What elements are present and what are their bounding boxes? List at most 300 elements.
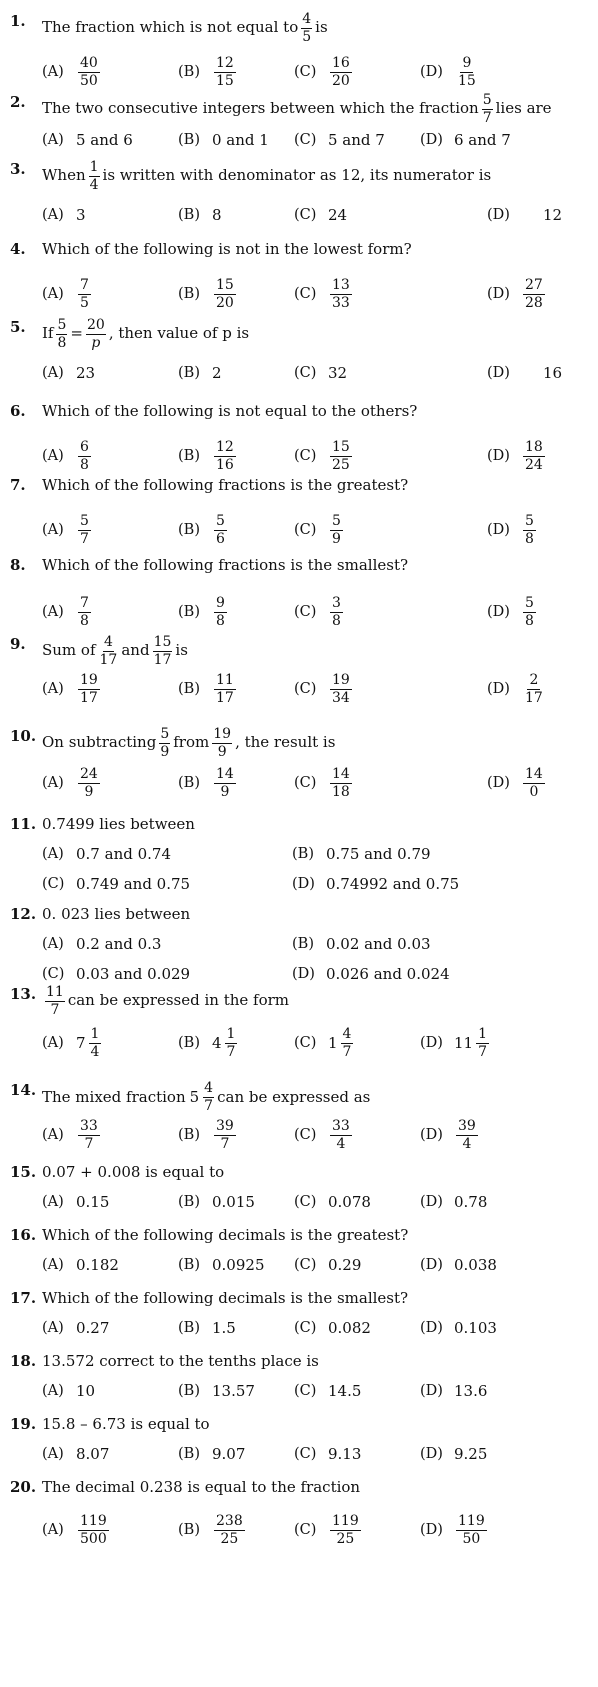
numerator: 4 bbox=[302, 11, 312, 27]
option-c[interactable] bbox=[42, 875, 190, 893]
option-label: (A) bbox=[42, 1035, 64, 1052]
stem-text-mid: and bbox=[121, 641, 150, 660]
option-value: 0.74992 and 0.75 bbox=[326, 875, 460, 893]
option-value: 0.0925 bbox=[212, 1256, 265, 1274]
option-label: (B) bbox=[178, 1446, 200, 1462]
numerator: 4 bbox=[342, 1026, 352, 1042]
question-stem bbox=[42, 1478, 360, 1496]
option-label: (B) bbox=[292, 846, 314, 862]
fraction bbox=[99, 635, 119, 667]
stem-text-post: , then value of p is bbox=[108, 324, 250, 343]
denominator: 9 bbox=[84, 783, 94, 800]
option-b[interactable] bbox=[178, 514, 229, 546]
option-a[interactable] bbox=[42, 845, 171, 863]
option-d[interactable] bbox=[420, 1319, 497, 1337]
option-d[interactable] bbox=[420, 1256, 497, 1274]
denominator: 6 bbox=[216, 530, 225, 547]
question-number: 12. bbox=[10, 905, 37, 923]
denominator: 7 bbox=[342, 1043, 352, 1060]
numerator: 33 bbox=[80, 1118, 98, 1134]
option-a[interactable] bbox=[42, 278, 93, 310]
stem-text-post: can be expressed in the form bbox=[67, 991, 290, 1010]
option-label: (D) bbox=[420, 1383, 443, 1399]
question-number: 19. bbox=[10, 1415, 37, 1433]
option-a[interactable] bbox=[42, 1445, 109, 1463]
denominator: 20 bbox=[332, 72, 350, 89]
denominator: 17 bbox=[525, 689, 543, 706]
denominator: 7 bbox=[204, 1097, 214, 1114]
option-label: (A) bbox=[42, 64, 64, 81]
fraction bbox=[330, 596, 343, 628]
option-label: (B) bbox=[178, 1127, 200, 1144]
option-c[interactable] bbox=[294, 56, 354, 88]
option-label: (A) bbox=[42, 1127, 64, 1144]
whole-part: 7 bbox=[76, 1034, 86, 1053]
fraction bbox=[78, 440, 91, 472]
option-value: 6 and 7 bbox=[454, 131, 511, 149]
fraction bbox=[214, 767, 236, 799]
numerator: 40 bbox=[80, 55, 98, 71]
option-c[interactable] bbox=[294, 1382, 361, 1400]
option-a[interactable] bbox=[42, 364, 95, 382]
option-c[interactable] bbox=[294, 278, 354, 310]
option-value: 10 bbox=[76, 1382, 96, 1400]
numerator: 4 bbox=[204, 1080, 214, 1096]
numerator: 5 bbox=[525, 513, 534, 529]
fraction bbox=[341, 1027, 354, 1059]
option-label: (B) bbox=[178, 286, 200, 303]
numerator: 13 bbox=[332, 277, 350, 293]
option-value: 0.015 bbox=[212, 1193, 255, 1211]
denominator: 17 bbox=[216, 689, 234, 706]
option-label: (C) bbox=[294, 448, 317, 465]
question-stem bbox=[42, 556, 408, 574]
option-c[interactable] bbox=[294, 514, 345, 546]
denominator: 18 bbox=[332, 783, 350, 800]
option-b[interactable] bbox=[292, 845, 431, 863]
option-value: 0.2 and 0.3 bbox=[76, 935, 162, 953]
option-b[interactable] bbox=[178, 364, 222, 382]
option-label: (C) bbox=[42, 966, 65, 982]
option-label: (C) bbox=[294, 1446, 317, 1462]
denominator: 50 bbox=[80, 72, 98, 89]
question-number: 16. bbox=[10, 1226, 37, 1244]
fraction bbox=[56, 318, 67, 350]
fraction bbox=[78, 56, 100, 88]
question-text: Which of the following fractions is the greatest? bbox=[42, 476, 409, 494]
option-c[interactable] bbox=[294, 1119, 354, 1151]
option-label: (D) bbox=[487, 207, 510, 223]
numerator: 1 bbox=[89, 159, 99, 175]
fraction bbox=[456, 56, 478, 88]
denominator: 17 bbox=[153, 651, 172, 668]
denominator: 7 bbox=[50, 1001, 60, 1018]
option-a[interactable] bbox=[42, 1119, 102, 1151]
question-number: 2. bbox=[10, 93, 26, 111]
numerator: 18 bbox=[525, 439, 543, 455]
option-b[interactable] bbox=[178, 767, 238, 799]
numerator: 27 bbox=[525, 277, 543, 293]
option-a[interactable] bbox=[42, 1319, 109, 1337]
fraction bbox=[78, 278, 91, 310]
option-c[interactable] bbox=[294, 1256, 361, 1274]
numerator: 20 bbox=[86, 317, 105, 333]
denominator: 7 bbox=[84, 1135, 94, 1152]
option-b[interactable] bbox=[178, 440, 238, 472]
option-d[interactable] bbox=[420, 56, 480, 88]
question-stem bbox=[42, 727, 335, 759]
option-b[interactable] bbox=[178, 278, 238, 310]
option-value: 5 and 6 bbox=[76, 131, 133, 149]
option-b[interactable] bbox=[178, 1382, 255, 1400]
question-number: 11. bbox=[10, 815, 37, 833]
mixed-fraction bbox=[76, 1027, 103, 1059]
fraction bbox=[523, 440, 545, 472]
option-value: 0.082 bbox=[328, 1319, 371, 1337]
option-label: (D) bbox=[487, 681, 510, 698]
question-stem bbox=[42, 1289, 408, 1307]
option-a[interactable] bbox=[42, 1382, 95, 1400]
fraction bbox=[456, 1514, 487, 1546]
option-label: (C) bbox=[294, 775, 317, 792]
fraction bbox=[214, 1119, 236, 1151]
option-value: 0.15 bbox=[76, 1193, 110, 1211]
denominator: 7 bbox=[478, 1043, 488, 1060]
denominator: 0 bbox=[529, 783, 539, 800]
option-d[interactable] bbox=[292, 965, 450, 983]
option-label: (C) bbox=[294, 522, 317, 539]
option-b[interactable] bbox=[178, 56, 238, 88]
option-value: 2 bbox=[212, 364, 222, 382]
option-c[interactable] bbox=[294, 1193, 371, 1211]
option-c[interactable] bbox=[294, 1319, 371, 1337]
question-text: 15.8 – 6.73 is equal to bbox=[42, 1415, 210, 1433]
option-c[interactable] bbox=[294, 673, 354, 705]
option-value: 16 bbox=[543, 364, 563, 382]
option-d[interactable] bbox=[420, 1119, 480, 1151]
option-label: (B) bbox=[292, 936, 314, 952]
numerator: 19 bbox=[80, 672, 98, 688]
question-number: 13. bbox=[10, 985, 37, 1003]
numerator: 1 bbox=[226, 1026, 236, 1042]
denominator: 4 bbox=[462, 1135, 472, 1152]
question-number: 20. bbox=[10, 1478, 37, 1496]
numerator: 7 bbox=[80, 277, 89, 293]
question-stem bbox=[42, 476, 408, 494]
option-value: 3 bbox=[76, 206, 86, 224]
question-number: 3. bbox=[10, 160, 26, 178]
fraction bbox=[86, 318, 106, 350]
option-c[interactable] bbox=[294, 1514, 363, 1546]
option-b[interactable] bbox=[178, 673, 238, 705]
option-d[interactable] bbox=[420, 1445, 487, 1463]
option-a[interactable] bbox=[42, 206, 86, 224]
option-label: (A) bbox=[42, 286, 64, 303]
option-label: (D) bbox=[292, 876, 315, 892]
option-label: (A) bbox=[42, 1257, 64, 1273]
option-label: (C) bbox=[294, 207, 317, 223]
option-d[interactable] bbox=[487, 673, 547, 705]
numerator: 5 bbox=[482, 92, 492, 108]
fraction bbox=[153, 635, 173, 667]
option-d[interactable] bbox=[487, 440, 547, 472]
option-d[interactable] bbox=[487, 596, 538, 628]
option-b[interactable] bbox=[178, 1445, 245, 1463]
option-b[interactable] bbox=[178, 131, 269, 149]
question-number: 10. bbox=[10, 727, 37, 745]
option-label: (D) bbox=[487, 775, 510, 792]
option-c[interactable] bbox=[294, 1445, 361, 1463]
option-a[interactable] bbox=[42, 56, 102, 88]
question-text: 0.7499 lies between bbox=[42, 815, 195, 833]
question-text: Which of the following decimals is the greatest? bbox=[42, 1226, 409, 1244]
option-label: (A) bbox=[42, 1194, 64, 1210]
question-text: Which of the following is not in the lowest form? bbox=[42, 240, 412, 258]
option-label: (D) bbox=[420, 1194, 443, 1210]
option-label: (C) bbox=[294, 1127, 317, 1144]
denominator: 34 bbox=[332, 689, 350, 706]
option-b[interactable] bbox=[178, 1027, 239, 1059]
option-label: (D) bbox=[420, 1522, 443, 1539]
option-label: (B) bbox=[178, 132, 200, 148]
option-a[interactable] bbox=[42, 131, 133, 149]
option-label: (C) bbox=[294, 681, 317, 698]
fraction bbox=[523, 596, 536, 628]
option-d[interactable] bbox=[420, 131, 511, 149]
numerator: 15 bbox=[153, 634, 172, 650]
numerator: 5 bbox=[57, 317, 67, 333]
fraction bbox=[523, 514, 536, 546]
mixed-fraction bbox=[328, 1027, 355, 1059]
numerator: 14 bbox=[332, 766, 350, 782]
mixed-fraction bbox=[454, 1027, 491, 1059]
option-value: 0.27 bbox=[76, 1319, 110, 1337]
mixed-fraction bbox=[190, 1081, 217, 1113]
option-d[interactable] bbox=[420, 1193, 487, 1211]
denominator: 7 bbox=[220, 1135, 230, 1152]
option-label: (C) bbox=[294, 365, 317, 381]
option-d[interactable] bbox=[420, 1514, 489, 1546]
stem-text-post: , the result is bbox=[235, 733, 336, 752]
option-value: 0.29 bbox=[328, 1256, 362, 1274]
denominator: 9 bbox=[220, 783, 230, 800]
denominator: 50 bbox=[462, 1530, 481, 1547]
denominator: 7 bbox=[80, 530, 89, 547]
option-label: (A) bbox=[42, 448, 64, 465]
denominator: 5 bbox=[302, 28, 312, 45]
whole-part: 5 bbox=[189, 1088, 200, 1107]
option-label: (C) bbox=[294, 1383, 317, 1399]
option-c[interactable] bbox=[294, 767, 354, 799]
fraction bbox=[330, 278, 352, 310]
option-a[interactable] bbox=[42, 514, 93, 546]
fraction bbox=[214, 56, 236, 88]
denominator: 8 bbox=[80, 456, 89, 473]
fraction bbox=[301, 12, 312, 44]
question-stem bbox=[42, 318, 249, 350]
fraction bbox=[214, 596, 227, 628]
question-number: 17. bbox=[10, 1289, 37, 1307]
denominator: 9 bbox=[217, 743, 227, 760]
question-number: 6. bbox=[10, 402, 26, 420]
denominator: 33 bbox=[332, 294, 350, 311]
option-value: 23 bbox=[76, 364, 96, 382]
denominator: 8 bbox=[525, 530, 534, 547]
numerator: 11 bbox=[46, 984, 64, 1000]
option-b[interactable] bbox=[178, 596, 229, 628]
mixed-fraction bbox=[212, 1027, 239, 1059]
option-d[interactable] bbox=[420, 1027, 491, 1059]
option-d[interactable] bbox=[487, 206, 562, 224]
fraction bbox=[330, 514, 343, 546]
option-a[interactable] bbox=[42, 767, 102, 799]
numerator: 39 bbox=[458, 1118, 476, 1134]
option-value: 5 and 7 bbox=[328, 131, 385, 149]
question-stem bbox=[42, 985, 289, 1017]
stem-text-pre: The fraction which is not equal to bbox=[42, 18, 299, 37]
option-label: (C) bbox=[294, 604, 317, 621]
option-label: (B) bbox=[178, 775, 200, 792]
option-value: 0.78 bbox=[454, 1193, 488, 1211]
question-stem bbox=[42, 93, 552, 125]
option-a[interactable] bbox=[42, 1193, 109, 1211]
fraction bbox=[78, 673, 100, 705]
question-number: 18. bbox=[10, 1352, 37, 1370]
option-d[interactable] bbox=[487, 278, 547, 310]
option-value: 9.07 bbox=[212, 1445, 246, 1463]
option-c[interactable] bbox=[294, 440, 354, 472]
stem-text-pre: Sum of bbox=[42, 641, 96, 660]
question-number: 7. bbox=[10, 476, 26, 494]
question-number: 4. bbox=[10, 240, 26, 258]
option-b[interactable] bbox=[178, 1514, 247, 1546]
option-a[interactable] bbox=[42, 596, 93, 628]
option-b[interactable] bbox=[292, 935, 431, 953]
option-value: 0.749 and 0.75 bbox=[76, 875, 191, 893]
option-value: 9.25 bbox=[454, 1445, 488, 1463]
numerator: 15 bbox=[332, 439, 350, 455]
option-label: (C) bbox=[294, 1320, 317, 1336]
option-value: 8.07 bbox=[76, 1445, 110, 1463]
option-c[interactable] bbox=[294, 364, 347, 382]
denominator: 16 bbox=[216, 456, 234, 473]
option-label: (A) bbox=[42, 365, 64, 381]
option-value: 0.75 and 0.79 bbox=[326, 845, 431, 863]
option-label: (D) bbox=[420, 1127, 443, 1144]
option-a[interactable] bbox=[42, 1027, 103, 1059]
numerator: 2 bbox=[529, 672, 539, 688]
option-label: (A) bbox=[42, 1320, 64, 1336]
fraction bbox=[330, 767, 352, 799]
question-stem bbox=[42, 1415, 210, 1433]
option-c[interactable] bbox=[294, 1027, 355, 1059]
option-label: (B) bbox=[178, 448, 200, 465]
option-label: (D) bbox=[420, 64, 443, 81]
option-label: (A) bbox=[42, 775, 64, 792]
fraction bbox=[476, 1027, 489, 1059]
option-c[interactable] bbox=[294, 206, 347, 224]
numerator: 5 bbox=[160, 726, 170, 742]
numerator: 119 bbox=[332, 1513, 359, 1529]
denominator: 5 bbox=[80, 294, 89, 311]
option-label: (B) bbox=[178, 604, 200, 621]
option-b[interactable] bbox=[178, 1256, 265, 1274]
fraction bbox=[78, 1119, 100, 1151]
denominator: 28 bbox=[525, 294, 543, 311]
stem-text-pre: The mixed fraction bbox=[42, 1088, 186, 1107]
denominator: 7 bbox=[226, 1043, 236, 1060]
fraction bbox=[45, 985, 65, 1017]
denominator: 25 bbox=[220, 1530, 239, 1547]
question-stem bbox=[42, 12, 328, 44]
option-a[interactable] bbox=[42, 440, 93, 472]
denominator: 15 bbox=[458, 72, 476, 89]
denominator: 4 bbox=[336, 1135, 346, 1152]
option-b[interactable] bbox=[178, 1319, 236, 1337]
option-a[interactable] bbox=[42, 673, 102, 705]
denominator: 8 bbox=[57, 334, 67, 351]
numerator: 14 bbox=[525, 766, 543, 782]
option-value: 0.03 and 0.029 bbox=[76, 965, 191, 983]
option-value: 32 bbox=[328, 364, 348, 382]
numerator: 119 bbox=[80, 1513, 107, 1529]
numerator: 4 bbox=[103, 634, 113, 650]
option-a[interactable] bbox=[42, 935, 161, 953]
option-value: 0.103 bbox=[454, 1319, 497, 1337]
numerator: 1 bbox=[478, 1026, 488, 1042]
option-c[interactable] bbox=[294, 596, 345, 628]
denominator: 17 bbox=[80, 689, 98, 706]
option-label: (B) bbox=[178, 681, 200, 698]
question-number: 8. bbox=[10, 556, 26, 574]
option-d[interactable] bbox=[420, 1382, 487, 1400]
fraction bbox=[214, 673, 236, 705]
option-c[interactable] bbox=[294, 131, 385, 149]
option-value: 0.182 bbox=[76, 1256, 119, 1274]
fraction bbox=[214, 440, 236, 472]
option-label: (D) bbox=[487, 448, 510, 465]
option-a[interactable] bbox=[42, 1256, 119, 1274]
option-label: (A) bbox=[42, 522, 64, 539]
whole-part: 1 bbox=[328, 1034, 338, 1053]
denominator: 9 bbox=[332, 530, 341, 547]
denominator: 500 bbox=[80, 1530, 107, 1547]
denominator: 4 bbox=[89, 176, 99, 193]
option-label: (C) bbox=[294, 132, 317, 148]
option-d[interactable] bbox=[487, 514, 538, 546]
option-c[interactable] bbox=[42, 965, 190, 983]
option-b[interactable] bbox=[178, 1193, 255, 1211]
option-label: (D) bbox=[487, 604, 510, 621]
fraction bbox=[159, 727, 170, 759]
fraction bbox=[330, 1119, 352, 1151]
option-a[interactable] bbox=[42, 1514, 111, 1546]
option-label: (A) bbox=[42, 207, 64, 223]
option-d[interactable] bbox=[487, 767, 547, 799]
numerator: 14 bbox=[216, 766, 234, 782]
option-label: (B) bbox=[178, 64, 200, 81]
option-d[interactable] bbox=[487, 364, 562, 382]
option-b[interactable] bbox=[178, 206, 222, 224]
option-value: 1.5 bbox=[212, 1319, 236, 1337]
question-number: 15. bbox=[10, 1163, 37, 1181]
option-label: (D) bbox=[420, 1257, 443, 1273]
option-d[interactable] bbox=[292, 875, 459, 893]
option-b[interactable] bbox=[178, 1119, 238, 1151]
option-value: 12 bbox=[543, 206, 563, 224]
whole-part: 4 bbox=[212, 1034, 222, 1053]
fraction bbox=[78, 767, 100, 799]
